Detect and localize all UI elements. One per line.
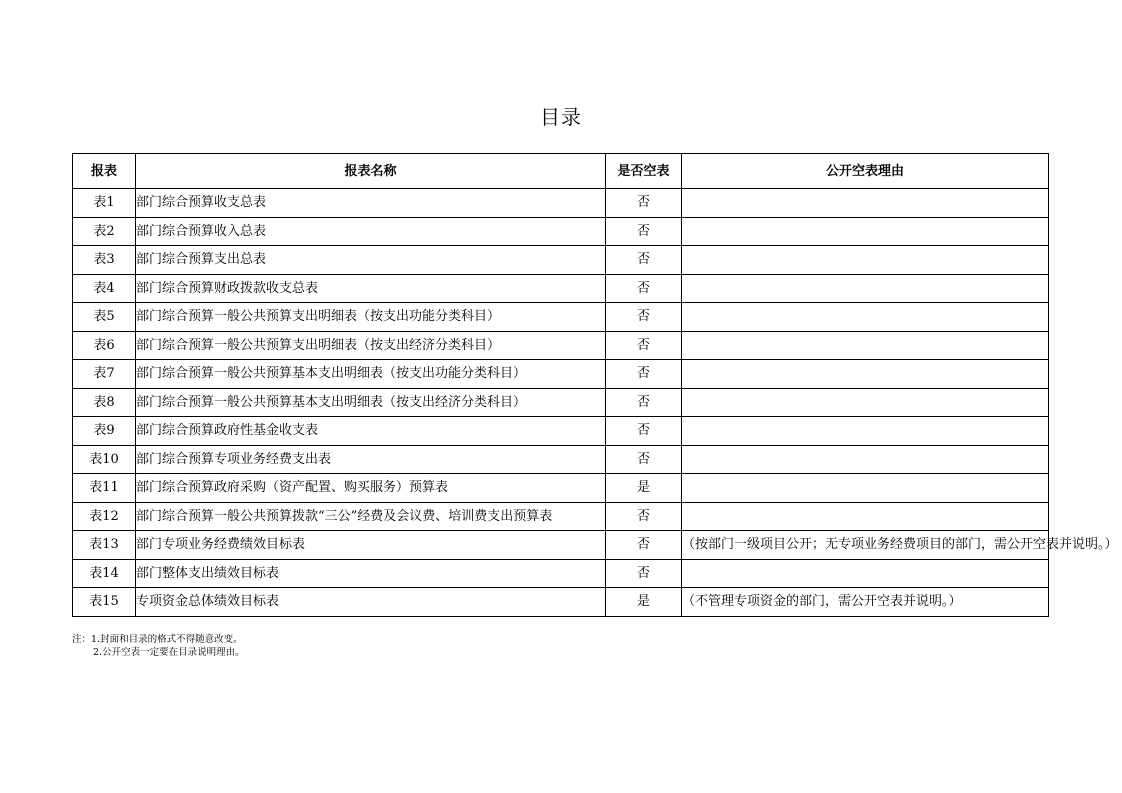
footnotes	[72, 633, 245, 659]
empty-reason-cell: （按部门一级项目公开；无专项业务经费项目的部门，需公开空表并说明。）	[682, 531, 1049, 560]
is-empty-cell: 否	[606, 559, 682, 588]
report-no-cell: 表4	[73, 274, 136, 303]
report-no-cell: 表6	[73, 331, 136, 360]
is-empty-cell: 否	[606, 331, 682, 360]
report-no-cell: 表11	[73, 474, 136, 503]
report-no-cell: 表9	[73, 417, 136, 446]
empty-reason-cell	[682, 274, 1049, 303]
report-no-cell: 表15	[73, 588, 136, 617]
table-row	[73, 217, 1049, 246]
table-row	[73, 417, 1049, 446]
catalog-table	[72, 153, 1118, 617]
is-empty-cell: 否	[606, 531, 682, 560]
empty-reason-cell	[682, 189, 1049, 218]
report-name-cell: 部门综合预算一般公共预算拨款“三公”经费及会议费、培训费支出预算表	[136, 502, 606, 531]
is-empty-cell: 否	[606, 417, 682, 446]
empty-reason-cell	[682, 303, 1049, 332]
report-name-cell: 专项资金总体绩效目标表	[136, 588, 606, 617]
empty-reason-cell	[682, 246, 1049, 275]
report-no-cell: 表12	[73, 502, 136, 531]
header-row	[73, 154, 1049, 189]
report-no-cell: 表3	[73, 246, 136, 275]
table-row	[73, 445, 1049, 474]
footnote-2: 2.公开空表一定要在目录说明理由。	[93, 647, 245, 658]
report-no-cell: 表2	[73, 217, 136, 246]
report-no-cell: 表14	[73, 559, 136, 588]
table-row	[73, 331, 1049, 360]
is-empty-cell: 否	[606, 445, 682, 474]
table-row	[73, 189, 1049, 218]
report-name-cell: 部门综合预算一般公共预算支出明细表（按支出功能分类科目）	[136, 303, 606, 332]
header-empty-reason: 公开空表理由	[682, 154, 1049, 189]
report-no-cell: 表13	[73, 531, 136, 560]
is-empty-cell: 是	[606, 588, 682, 617]
report-name-cell: 部门综合预算收入总表	[136, 217, 606, 246]
empty-reason-cell	[682, 360, 1049, 389]
report-name-cell: 部门综合预算一般公共预算支出明细表（按支出经济分类科目）	[136, 331, 606, 360]
table-row	[73, 246, 1049, 275]
header-report-no: 报表	[73, 154, 136, 189]
table-row	[73, 388, 1049, 417]
is-empty-cell: 是	[606, 474, 682, 503]
empty-reason-cell	[682, 502, 1049, 531]
report-name-cell: 部门综合预算一般公共预算基本支出明细表（按支出经济分类科目）	[136, 388, 606, 417]
header-report-name: 报表名称	[136, 154, 606, 189]
footnote-1: 注：1.封面和目录的格式不得随意改变。	[72, 634, 243, 645]
is-empty-cell: 否	[606, 502, 682, 531]
empty-reason-cell	[682, 445, 1049, 474]
is-empty-cell: 否	[606, 360, 682, 389]
table-row	[73, 531, 1049, 560]
table-row	[73, 588, 1049, 617]
report-name-cell: 部门综合预算专项业务经费支出表	[136, 445, 606, 474]
report-no-cell: 表5	[73, 303, 136, 332]
report-name-cell: 部门综合预算支出总表	[136, 246, 606, 275]
report-name-cell: 部门综合预算一般公共预算基本支出明细表（按支出功能分类科目）	[136, 360, 606, 389]
table-row	[73, 303, 1049, 332]
report-name-cell: 部门综合预算财政拨款收支总表	[136, 274, 606, 303]
report-no-cell: 表10	[73, 445, 136, 474]
table-row	[73, 559, 1049, 588]
report-no-cell: 表8	[73, 388, 136, 417]
empty-reason-cell	[682, 559, 1049, 588]
empty-reason-cell	[682, 331, 1049, 360]
empty-reason-cell	[682, 417, 1049, 446]
report-no-cell: 表1	[73, 189, 136, 218]
report-name-cell: 部门综合预算政府采购（资产配置、购买服务）预算表	[136, 474, 606, 503]
table-row	[73, 502, 1049, 531]
empty-reason-cell: （不管理专项资金的部门，需公开空表并说明。）	[682, 588, 1049, 617]
table-row	[73, 274, 1049, 303]
table-row	[73, 474, 1049, 503]
report-name-cell: 部门整体支出绩效目标表	[136, 559, 606, 588]
report-name-cell: 部门综合预算政府性基金收支表	[136, 417, 606, 446]
page-title: 目录	[540, 105, 582, 129]
is-empty-cell: 否	[606, 388, 682, 417]
is-empty-cell: 否	[606, 217, 682, 246]
catalog-table-header	[73, 154, 1049, 189]
is-empty-cell: 否	[606, 274, 682, 303]
empty-reason-cell	[682, 388, 1049, 417]
table-row	[73, 360, 1049, 389]
header-is-empty: 是否空表	[606, 154, 682, 189]
report-no-cell: 表7	[73, 360, 136, 389]
report-name-cell: 部门综合预算收支总表	[136, 189, 606, 218]
is-empty-cell: 否	[606, 246, 682, 275]
empty-reason-cell	[682, 217, 1049, 246]
empty-reason-cell	[682, 474, 1049, 503]
catalog-table-body	[73, 189, 1118, 617]
report-name-cell: 部门专项业务经费绩效目标表	[136, 531, 606, 560]
is-empty-cell: 否	[606, 189, 682, 218]
is-empty-cell: 否	[606, 303, 682, 332]
